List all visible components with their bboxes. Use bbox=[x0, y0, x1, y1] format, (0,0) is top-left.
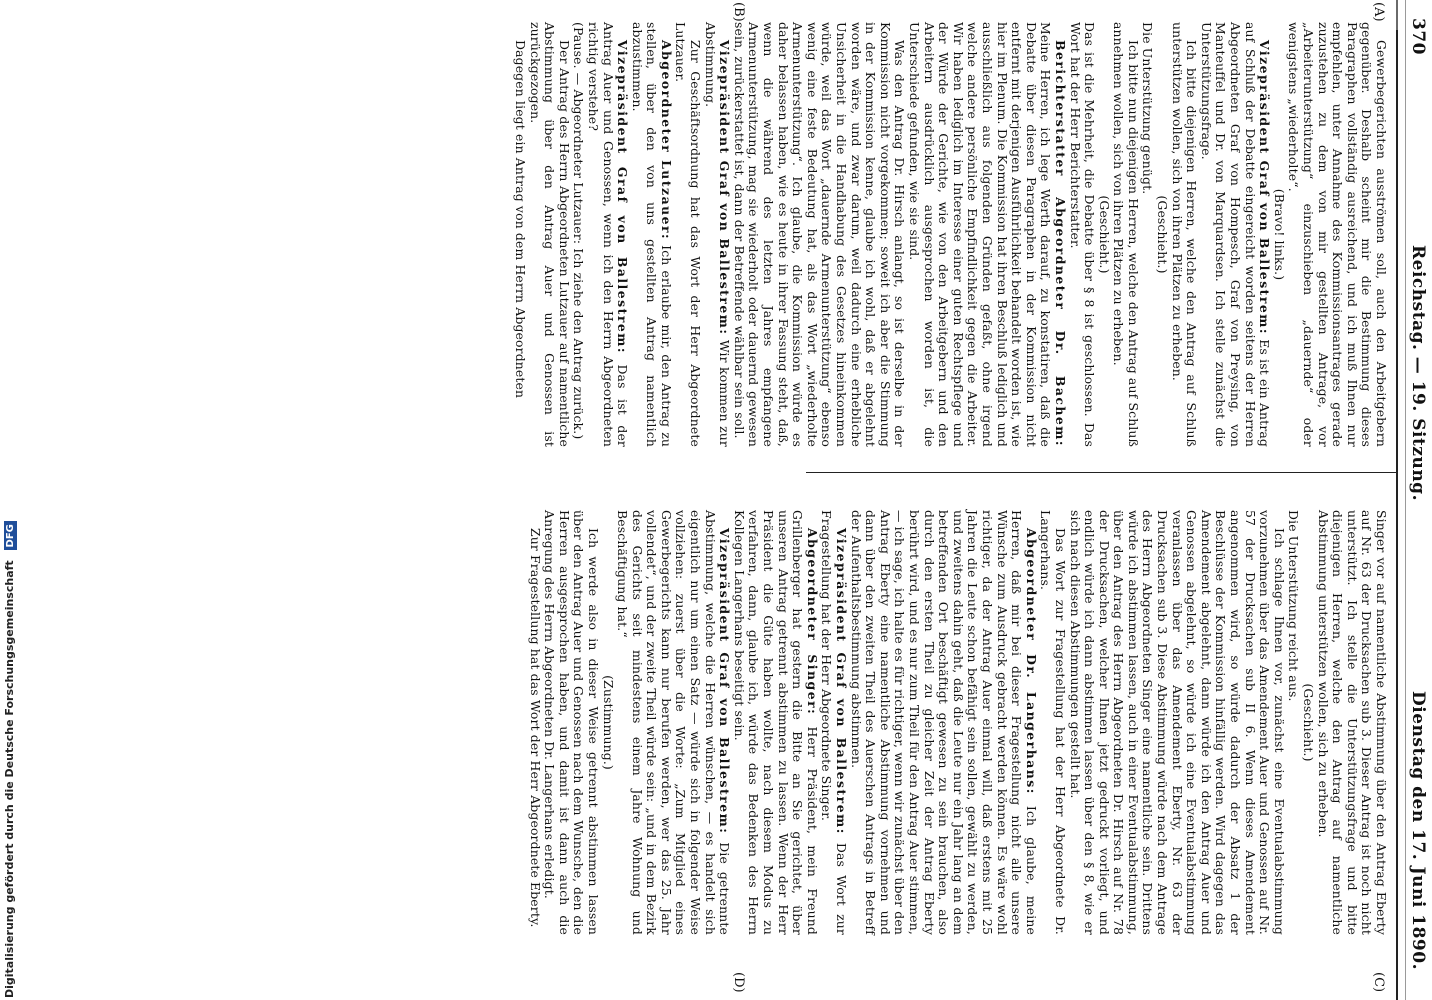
speaker-name: Abgeordneter Singer: bbox=[804, 528, 820, 716]
speaker-name: Abgeordneter Dr. Langerhans: bbox=[1023, 528, 1039, 795]
session-title: Reichstag. — 19. Sitzung. bbox=[1408, 245, 1428, 501]
paragraph: Gewerbegerichten ausströmen soll, auch den Arbeitgebern gegenüber. Deshalb scheint mir die Bestimmung dieses Paragraphen vollständig ausreichend, und ich muß Ihnen nur empfehlen, unter Annahme des Kommissionsantrages gerade zuzustehen zu dem von mir gestellten Antrage, vor „Arbeiterunterstützung“ einzuschieben „dauernde“ oder wenigstens „wiederholte“. bbox=[1286, 22, 1389, 447]
speech-text: Herr Präsident, mein Freund Grillenberger hat gestern die Bitte an Sie gerichtet, über unseren Antrag getrennt abstimmen zu lassen. Wenn der Herr Präsident die Güte haben wollte, nach diesem Modus zu verfahren, dann, glaube ich, würde das Bedenken des Herrn Kollegen Langerhans beseitigt sein. bbox=[731, 510, 820, 936]
page-number: 370 bbox=[1408, 18, 1428, 55]
paragraph: Ich schlage Ihnen vor, zunächst eine Eventualabstimmung vorzunehmen über das Amendement Auer und Genossen auf Nr. 57 der Drucksachen sub II 6. Wenn dieses Amendement angenommen wird, so würde dadurch der Absatz 1 der Beschlüsse der Kommission hinfällig werden. Wird dagegen das Amendement abgelehnt, dann würde ich den Antrag Auer und Genossen abgelehnt, so würde ich eine Eventualabstimmung veranlassen über das Amendement Eberty, Nr. 63 der Drucksachen sub 3. Diese Abstimmung würde nach dem Antrage des Herrn Abgeordneten Singer eine namentliche sein. Drittens würde ich abstimmen lassen, auch in einer Eventualabstimmung, über den Antrag des Herrn Abgeordneten Dr. Hirsch auf Nr. 78 der Drucksachen, welcher Ihnen jetzt gedruckt vorliegt, und endlich würde ich dann abstimmen lassen über den § 8, wie er sich nach diesen Abstimmungen gestellt hat. bbox=[1067, 510, 1287, 935]
speech-paragraph bbox=[1198, 22, 1271, 447]
paragraph: Zur Fragestellung hat das Wort der Herr Abgeordnete Eberty. bbox=[527, 528, 543, 928]
stage-direction: (Zustimmung.) bbox=[600, 675, 616, 770]
paragraph: Singer vor auf namentliche Abstimmung über den Antrag Eberty auf Nr. 63 der Drucksachen sub 3. Dieser Antrag ist noch nicht unterstützt. Ich stelle die Unterstützungsfrage und bitte diejenigen Herren, welche den Antrag auf namentliche Abstimmung unterstützen wollen, sich zu erheben. bbox=[1315, 510, 1389, 935]
paragraph: Ich bitte nun diejenigen Herren, welche den Antrag auf Schluß annehmen wollen, sich von ihren Plätzen zu erheben. bbox=[1111, 22, 1141, 447]
stage-direction: (Geschieht.) bbox=[1096, 195, 1112, 274]
paragraph: Das ist die Mehrheit, die Debatte über § 8 ist geschlossen. Das Wort hat der Herr Berichterstatter. bbox=[1067, 22, 1098, 447]
margin-mark-c: (C) bbox=[1371, 972, 1386, 993]
speech-text: Ich erlaube mir, den Antrag zu stellen, über den von uns gestellten Antrag namentlich abzustimmen. bbox=[629, 22, 674, 447]
speaker-name: Berichterstatter Abgeordneter Dr. Bachem: bbox=[1052, 40, 1068, 447]
margin-mark-d: (D) bbox=[731, 972, 746, 993]
header-rule bbox=[1396, 30, 1398, 1000]
footer-credit bbox=[3, 521, 17, 998]
speech-paragraph bbox=[615, 510, 732, 935]
dfg-logo: DFG bbox=[4, 521, 17, 550]
paragraph: Die Unterstützung reicht aus. bbox=[1286, 510, 1302, 702]
speech-text: Wir kommen zur Abstimmung. bbox=[702, 22, 733, 448]
speaker-name: Vizepräsident Graf von Ballestrem: bbox=[1257, 40, 1273, 335]
speech-paragraph bbox=[585, 22, 629, 447]
session-date: Dienstag den 17. Juni 1890. bbox=[1408, 691, 1428, 970]
speech-text: Das Wort zur Fragestellung hat der Herr Abgeordnete Singer. bbox=[819, 510, 850, 936]
footer-credit-text: Digitalisierung gefördert durch die Deutsche Forschungsgemeinschaft bbox=[3, 560, 16, 998]
speech-text: Ich glaube, meine Herren, daß mir bei dieser Fragestellung nicht alle unsere Wünsche zum Ausdruck gebracht werden können. Es wäre wohl richtiger, da der Antrag Auer einmal will, daß erstens mit 25 Jahren die Leute schon befähigt sein sollen, gewählt zu werden, und zweitens dahin geht, daß die Leute nur ein Jahr lang an dem betreffenden Ort beschäftigt gewesen zu sein brauchen, also durch den ersten Theil zu gleicher Zeit der Antrag Eberty berührt wird, und es nur zum Theil für den Antrag Auer stimmen, — ich sage, ich halte es für richtiger, wenn wir zunächst über den Antrag Eberty eine namentliche Abstimmung vornehmen und dann über den zweiten Theil des Auerschen Antrags in Betreff der Aufenthaltsbestimmung abstimmen. bbox=[848, 510, 1039, 935]
stage-direction: (Bravo! links.) bbox=[1271, 188, 1287, 281]
speech-paragraph bbox=[819, 510, 848, 935]
page-header bbox=[1398, 18, 1428, 970]
speaker-name: Vizepräsident Graf von Ballestrem: bbox=[615, 40, 631, 354]
speech-paragraph bbox=[848, 510, 1038, 935]
stage-direction: (Geschieht.) bbox=[1301, 683, 1317, 762]
speech-text: Es ist ein Antrag auf Schluß der Debatte eingereicht worden seitens der Herren Abgeordneten Graf von Hompesch, Graf von Preysing, von Manteuffel und Dr. von Marquardsen. Ich stelle zunächst die Unterstützungsfrage. bbox=[1198, 22, 1273, 448]
paragraph: Ich bitte diejenigen Herren, welche den Antrag auf Schluß unterstützen wollen, sich von ihren Plätzen zu erheben. bbox=[1169, 22, 1200, 447]
paragraph: Der Antrag des Herrn Abgeordneten Lutzauer auf namentliche Abstimmung über den Antrag Auer und Genossen ist zurückgezogen. bbox=[527, 22, 572, 447]
speaker-name: Vizepräsident Graf von Ballestrem: bbox=[717, 40, 733, 336]
speech-text: Die getrennte Abstimmung, welche die Herren wünschen, — es handelt sich eigentlich nur um einen Satz — würde sich in folgender Weise vollziehen: zuerst über die Worte: „Zum Mitglied eines Gewerbegerichts kann nur berufen werden, wer das 25. Jahr vollendet“, und der zweite Theil würde sein: „und in dem Bezirk des Gerichts seit mindestens einem Jahre Wohnung und Beschäftigung hat.“ bbox=[615, 510, 733, 936]
speaker-name: Abgeordneter Lutzauer: bbox=[658, 40, 674, 241]
paragraph: Das Wort zur Fragestellung hat der Herr Abgeordnete Dr. Langerhans. bbox=[1038, 510, 1068, 935]
speech-paragraph bbox=[629, 22, 673, 447]
left-column bbox=[512, 22, 1388, 447]
speech-paragraph bbox=[906, 22, 1067, 447]
footer-strip bbox=[0, 0, 20, 1000]
margin-mark-a: (A) bbox=[1371, 2, 1386, 22]
paragraph: Ich werde also in dieser Weise getrennt abstimmen lassen über den Antrag Auer und Genossen nach dem Wunsche, den die Herren ausgesprochen haben, und damit ist dann auch die Anregung des Herrn Abgeordneten Dr. Langerhans erledigt. bbox=[542, 510, 601, 935]
paragraph: (Pause. — Abgeordneter Lutzauer: Ich ziehe den Antrag zurück.) bbox=[571, 22, 587, 440]
speech-paragraph bbox=[731, 510, 819, 935]
margin-mark-b: (B) bbox=[731, 2, 746, 22]
speaker-name: Vizepräsident Graf von Ballestrem: bbox=[834, 528, 850, 835]
paragraph: Zur Geschäftsordnung hat das Wort der Herr Abgeordnete Lutzauer. bbox=[673, 22, 704, 447]
right-column bbox=[527, 510, 1388, 935]
paragraph: Was den Antrag Dr. Hirsch anlangt, so ist derselbe in der Kommission nicht vorgekommen; soweit ich aber die Stimmung in der Kommission kenne, glaube ich wohl, daß er abgelehnt worden wäre, und zwar darum, weil dadurch eine erhebliche Unsicherheit in die Handhabung des Gesetzes hineinkommen würde, weil das Wort „dauernde Armenunterstützung“ ebenso wenig eine feste Bedeutung hat, als das Wort „wiederholte Armenunterstützung“. Ich glaube, die Kommission würde es daher belassen haben, wie es heute in ihrer Fassung steht, daß, wenn die während des letzten Jahres empfangene Armenunterstützung, mag sie wiederholt oder dauernd gewesen sein, zurückerstattet ist, dann der Betreffende wählbar sein soll. bbox=[731, 22, 908, 447]
speech-text: Das ist der Antrag Auer und Genossen, wenn ich den Herrn Abgeordneten richtig verstehe? bbox=[585, 22, 631, 448]
speech-paragraph bbox=[702, 22, 731, 447]
paragraph: Die Unterstützung genügt. bbox=[1140, 22, 1156, 195]
column-divider bbox=[806, 472, 1396, 473]
speaker-name: Vizepräsident Graf von Ballestrem: bbox=[717, 528, 733, 835]
speech-text: Meine Herren, ich lege Werth darauf, zu konstatiren, daß die Debatte über diesen Paragraphen in der Kommission nicht entfernt mit derjenigen Ausführlichkeit behandelt worden ist, wie hier im Plenum. Die Kommission hat ihren Beschluß lediglich und ausschließlich aus folgenden Gründen gefaßt, ohne irgend welche andere persönliche Empfindlichkeit gegen die Arbeiter. Wir haben lediglich im Interesse einer guten Rechtspflege und der Würde der Gerichte, wie von den Arbeitgebern und den Arbeitern ausdrücklich ausgesprochen worden ist, die Unterschiede gefunden, wie sie sind. bbox=[907, 22, 1054, 447]
stage-direction: (Geschieht.) bbox=[1155, 195, 1171, 274]
paragraph: Dagegen liegt ein Antrag von dem Herrn Abgeordneten bbox=[512, 40, 528, 399]
